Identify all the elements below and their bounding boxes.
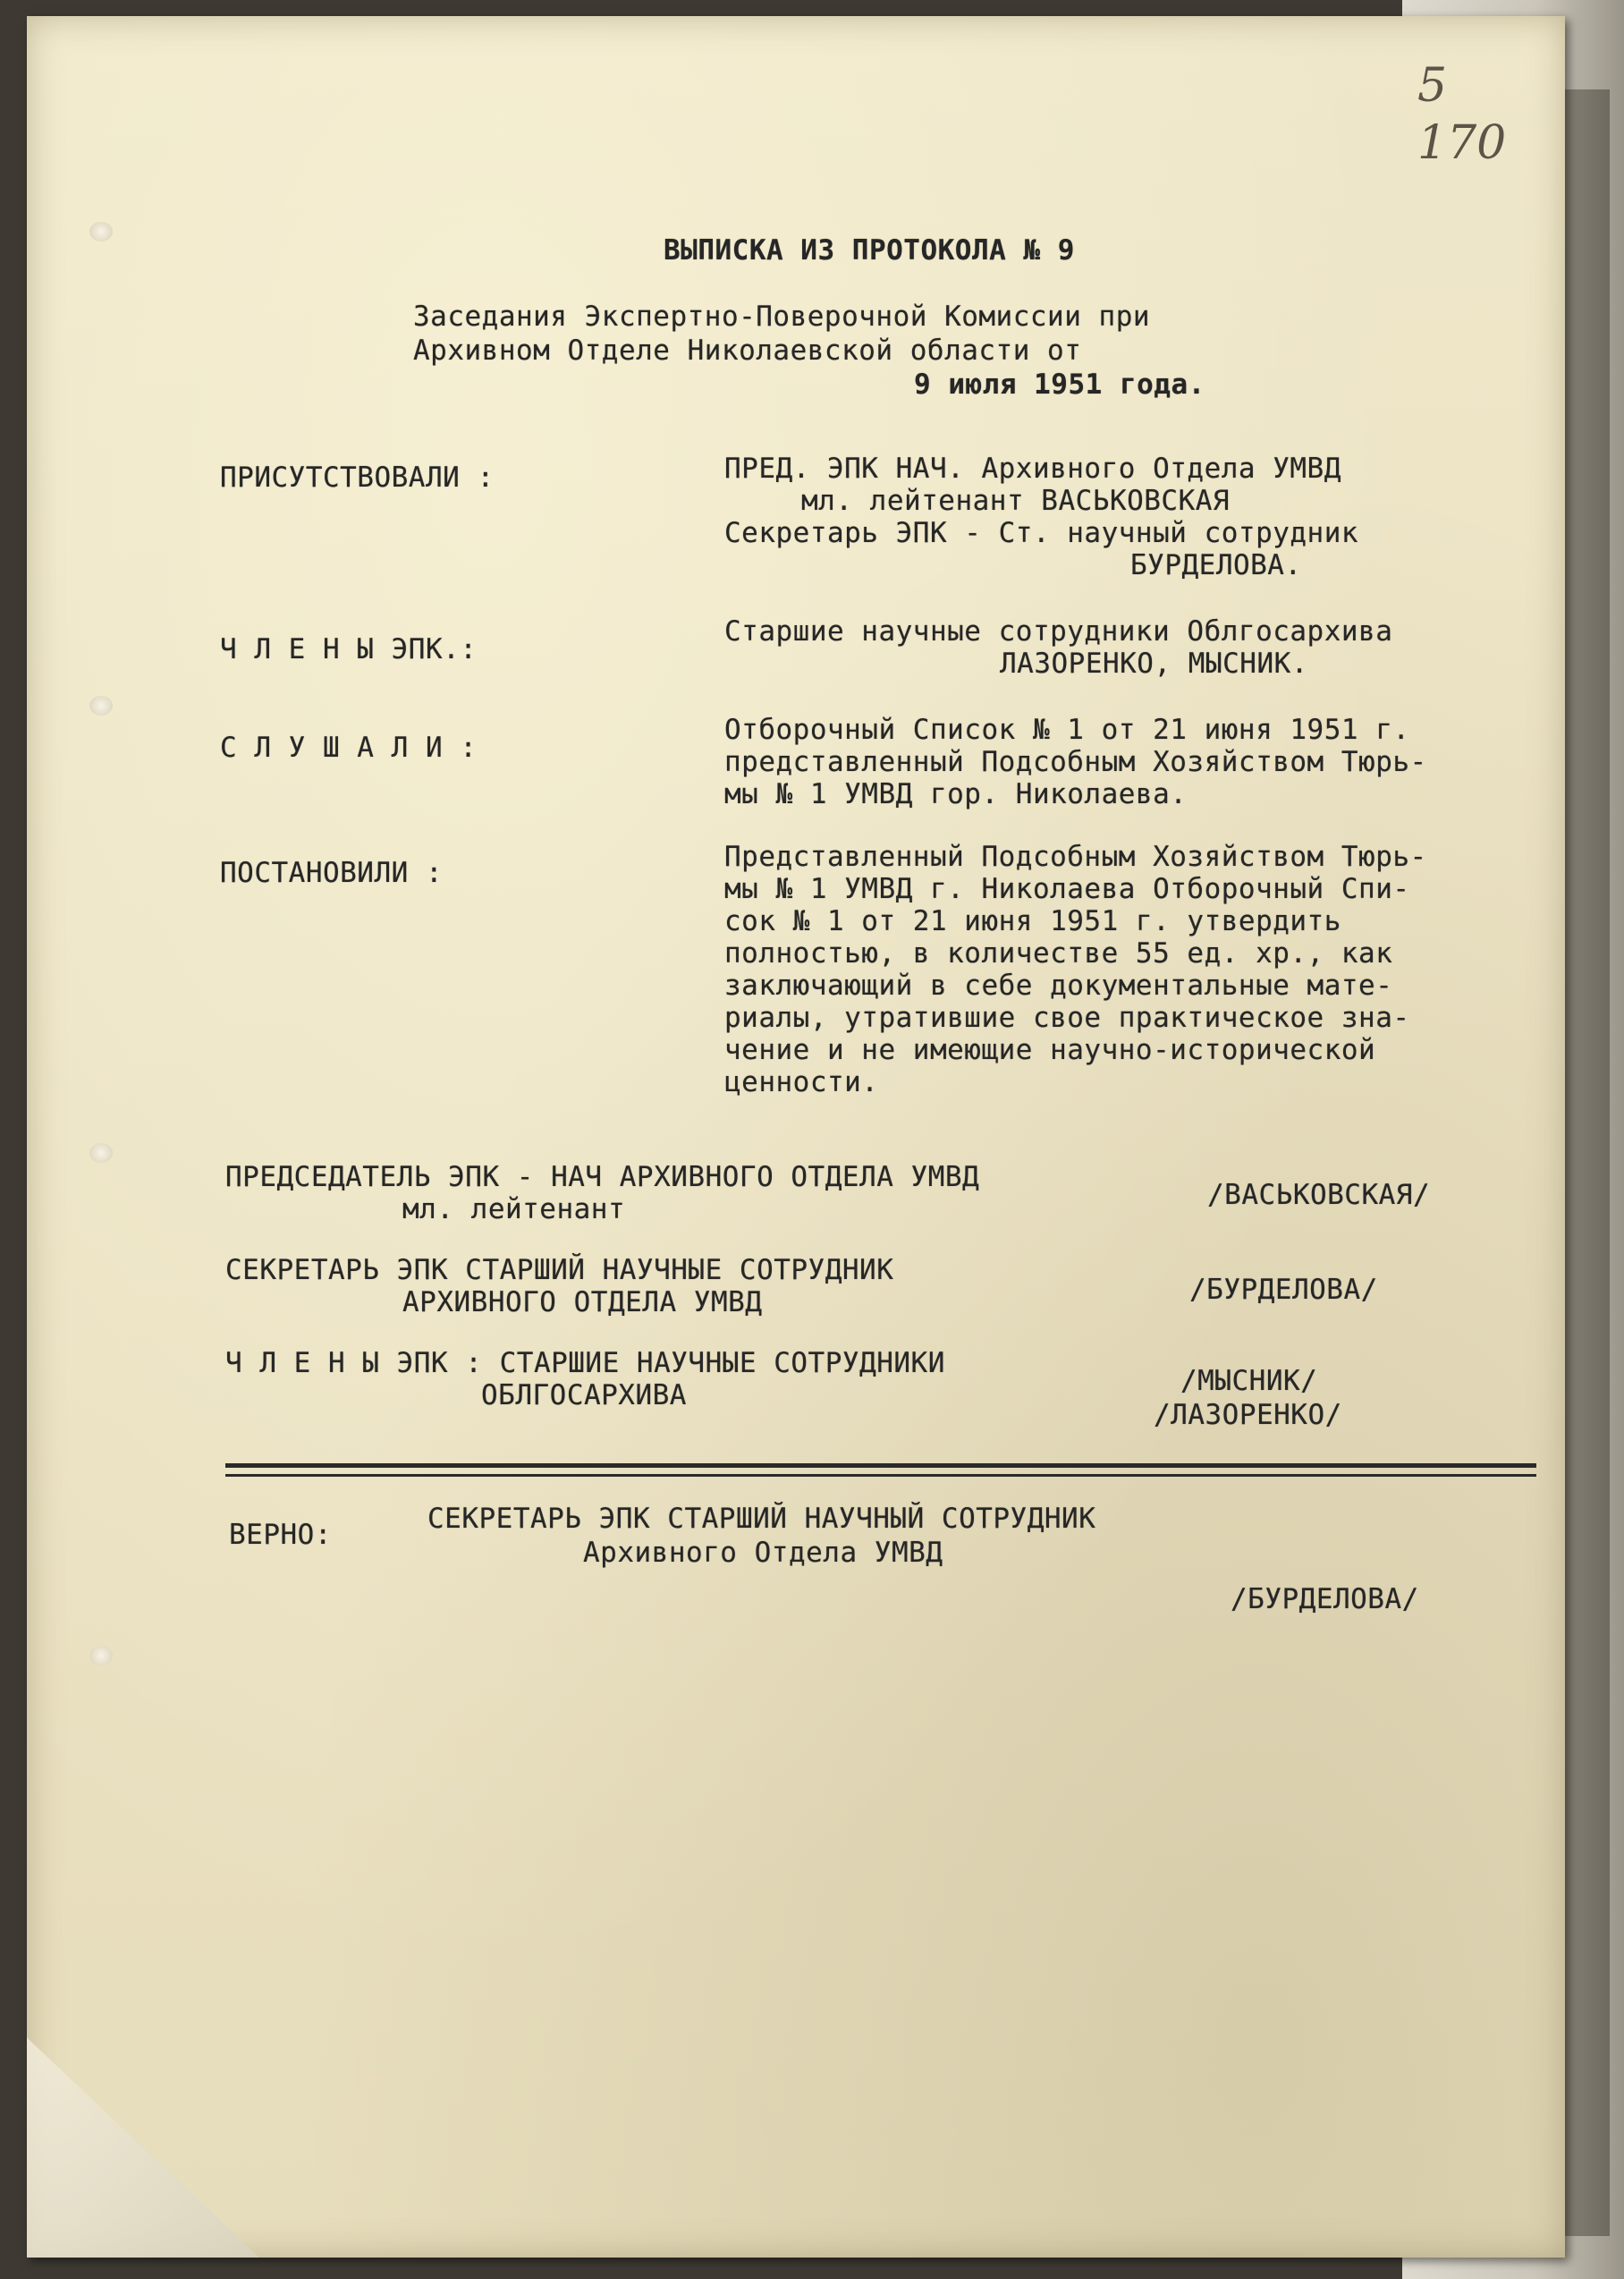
resolved-line: риалы, утратившие свое практическое зна-	[724, 1002, 1410, 1034]
heard-line: Отборочный Список № 1 от 21 июня 1951 г.	[724, 714, 1410, 746]
sheet-number: 5	[1417, 59, 1448, 113]
heard-line: представленный Подсобным Хозяйством Тюрь-	[724, 746, 1427, 778]
member-signature-name: /ЛАЗОРЕНКО/	[1154, 1399, 1342, 1431]
resolved-label: ПОСТАНОВИЛИ :	[220, 857, 444, 889]
secretary-department: АРХИВНОГО ОТДЕЛА УМВД	[402, 1286, 763, 1318]
document-title: ВЫПИСКА ИЗ ПРОТОКОЛА № 9	[664, 234, 1075, 267]
archive-number: 170	[1417, 116, 1507, 170]
document-page	[27, 16, 1565, 2258]
punch-hole	[89, 1646, 113, 1665]
members-signature-org: ОБЛГОСАРХИВА	[481, 1379, 687, 1411]
resolved-line: полностью, в количестве 55 ед. хр., как	[724, 937, 1393, 970]
certification-title: СЕКРЕТАРЬ ЭПК СТАРШИЙ НАУЧНЫЙ СОТРУДНИК	[427, 1503, 1096, 1535]
members-line: Старшие научные сотрудники Облгосархива	[724, 615, 1393, 648]
punch-hole	[89, 696, 113, 716]
chair-title: ПРЕДСЕДАТЕЛЬ ЭПК - НАЧ АРХИВНОГО ОТДЕЛА УМВД	[225, 1161, 980, 1193]
chair-signature-name: /ВАСЬКОВСКАЯ/	[1207, 1179, 1431, 1211]
heard-line: мы № 1 УМВД гор. Николаева.	[724, 778, 1188, 810]
secretary-title: СЕКРЕТАРЬ ЭПК СТАРШИЙ НАУЧНЫЕ СОТРУДНИК	[225, 1254, 894, 1286]
present-line: БУРДЕЛОВА.	[1130, 549, 1302, 581]
present-line: мл. лейтенант ВАСЬКОВСКАЯ	[801, 485, 1231, 517]
certification-signature-name: /БУРДЕЛОВА/	[1231, 1583, 1419, 1615]
certification-department: Архивного Отдела УМВД	[583, 1537, 943, 1569]
separator-line	[225, 1463, 1536, 1468]
resolved-line: мы № 1 УМВД г. Николаева Отборочный Спи-	[724, 873, 1410, 905]
document-subtitle-line1: Заседания Экспертно-Поверочной Комиссии при	[413, 301, 1151, 333]
present-label: ПРИСУТСТВОВАЛИ :	[220, 462, 495, 494]
present-line: Секретарь ЭПК - Ст. научный сотрудник	[724, 517, 1359, 549]
members-label: Ч Л Е Н Ы ЭПК.:	[220, 633, 478, 665]
member-signature-name: /МЫСНИК/	[1180, 1365, 1318, 1397]
secretary-signature-name: /БУРДЕЛОВА/	[1189, 1274, 1378, 1306]
resolved-line: ценности.	[724, 1066, 879, 1098]
heard-label: С Л У Ш А Л И :	[220, 732, 478, 764]
chair-rank: мл. лейтенант	[402, 1193, 626, 1225]
members-line: ЛАЗОРЕНКО, МЫСНИК.	[1000, 648, 1308, 680]
certification-label: ВЕРНО:	[229, 1519, 332, 1551]
resolved-line: чение и не имеющие научно-исторической	[724, 1034, 1376, 1066]
punch-hole	[89, 1143, 113, 1163]
separator-line	[225, 1474, 1536, 1477]
punch-hole	[89, 222, 113, 241]
resolved-line: сок № 1 от 21 июня 1951 г. утвердить	[724, 905, 1341, 937]
document-date: 9 июля 1951 года.	[914, 369, 1205, 401]
resolved-line: Представленный Подсобным Хозяйством Тюрь-	[724, 841, 1427, 873]
resolved-line: заключающий в себе документальные мате-	[724, 970, 1393, 1002]
document-subtitle-line2: Архивном Отделе Николаевской области от	[413, 335, 1082, 367]
present-line: ПРЕД. ЭПК НАЧ. Архивного Отдела УМВД	[724, 453, 1341, 485]
members-signature-title: Ч Л Е Н Ы ЭПК : СТАРШИЕ НАУЧНЫЕ СОТРУДНИКИ	[225, 1347, 945, 1379]
folded-corner	[27, 2038, 259, 2258]
